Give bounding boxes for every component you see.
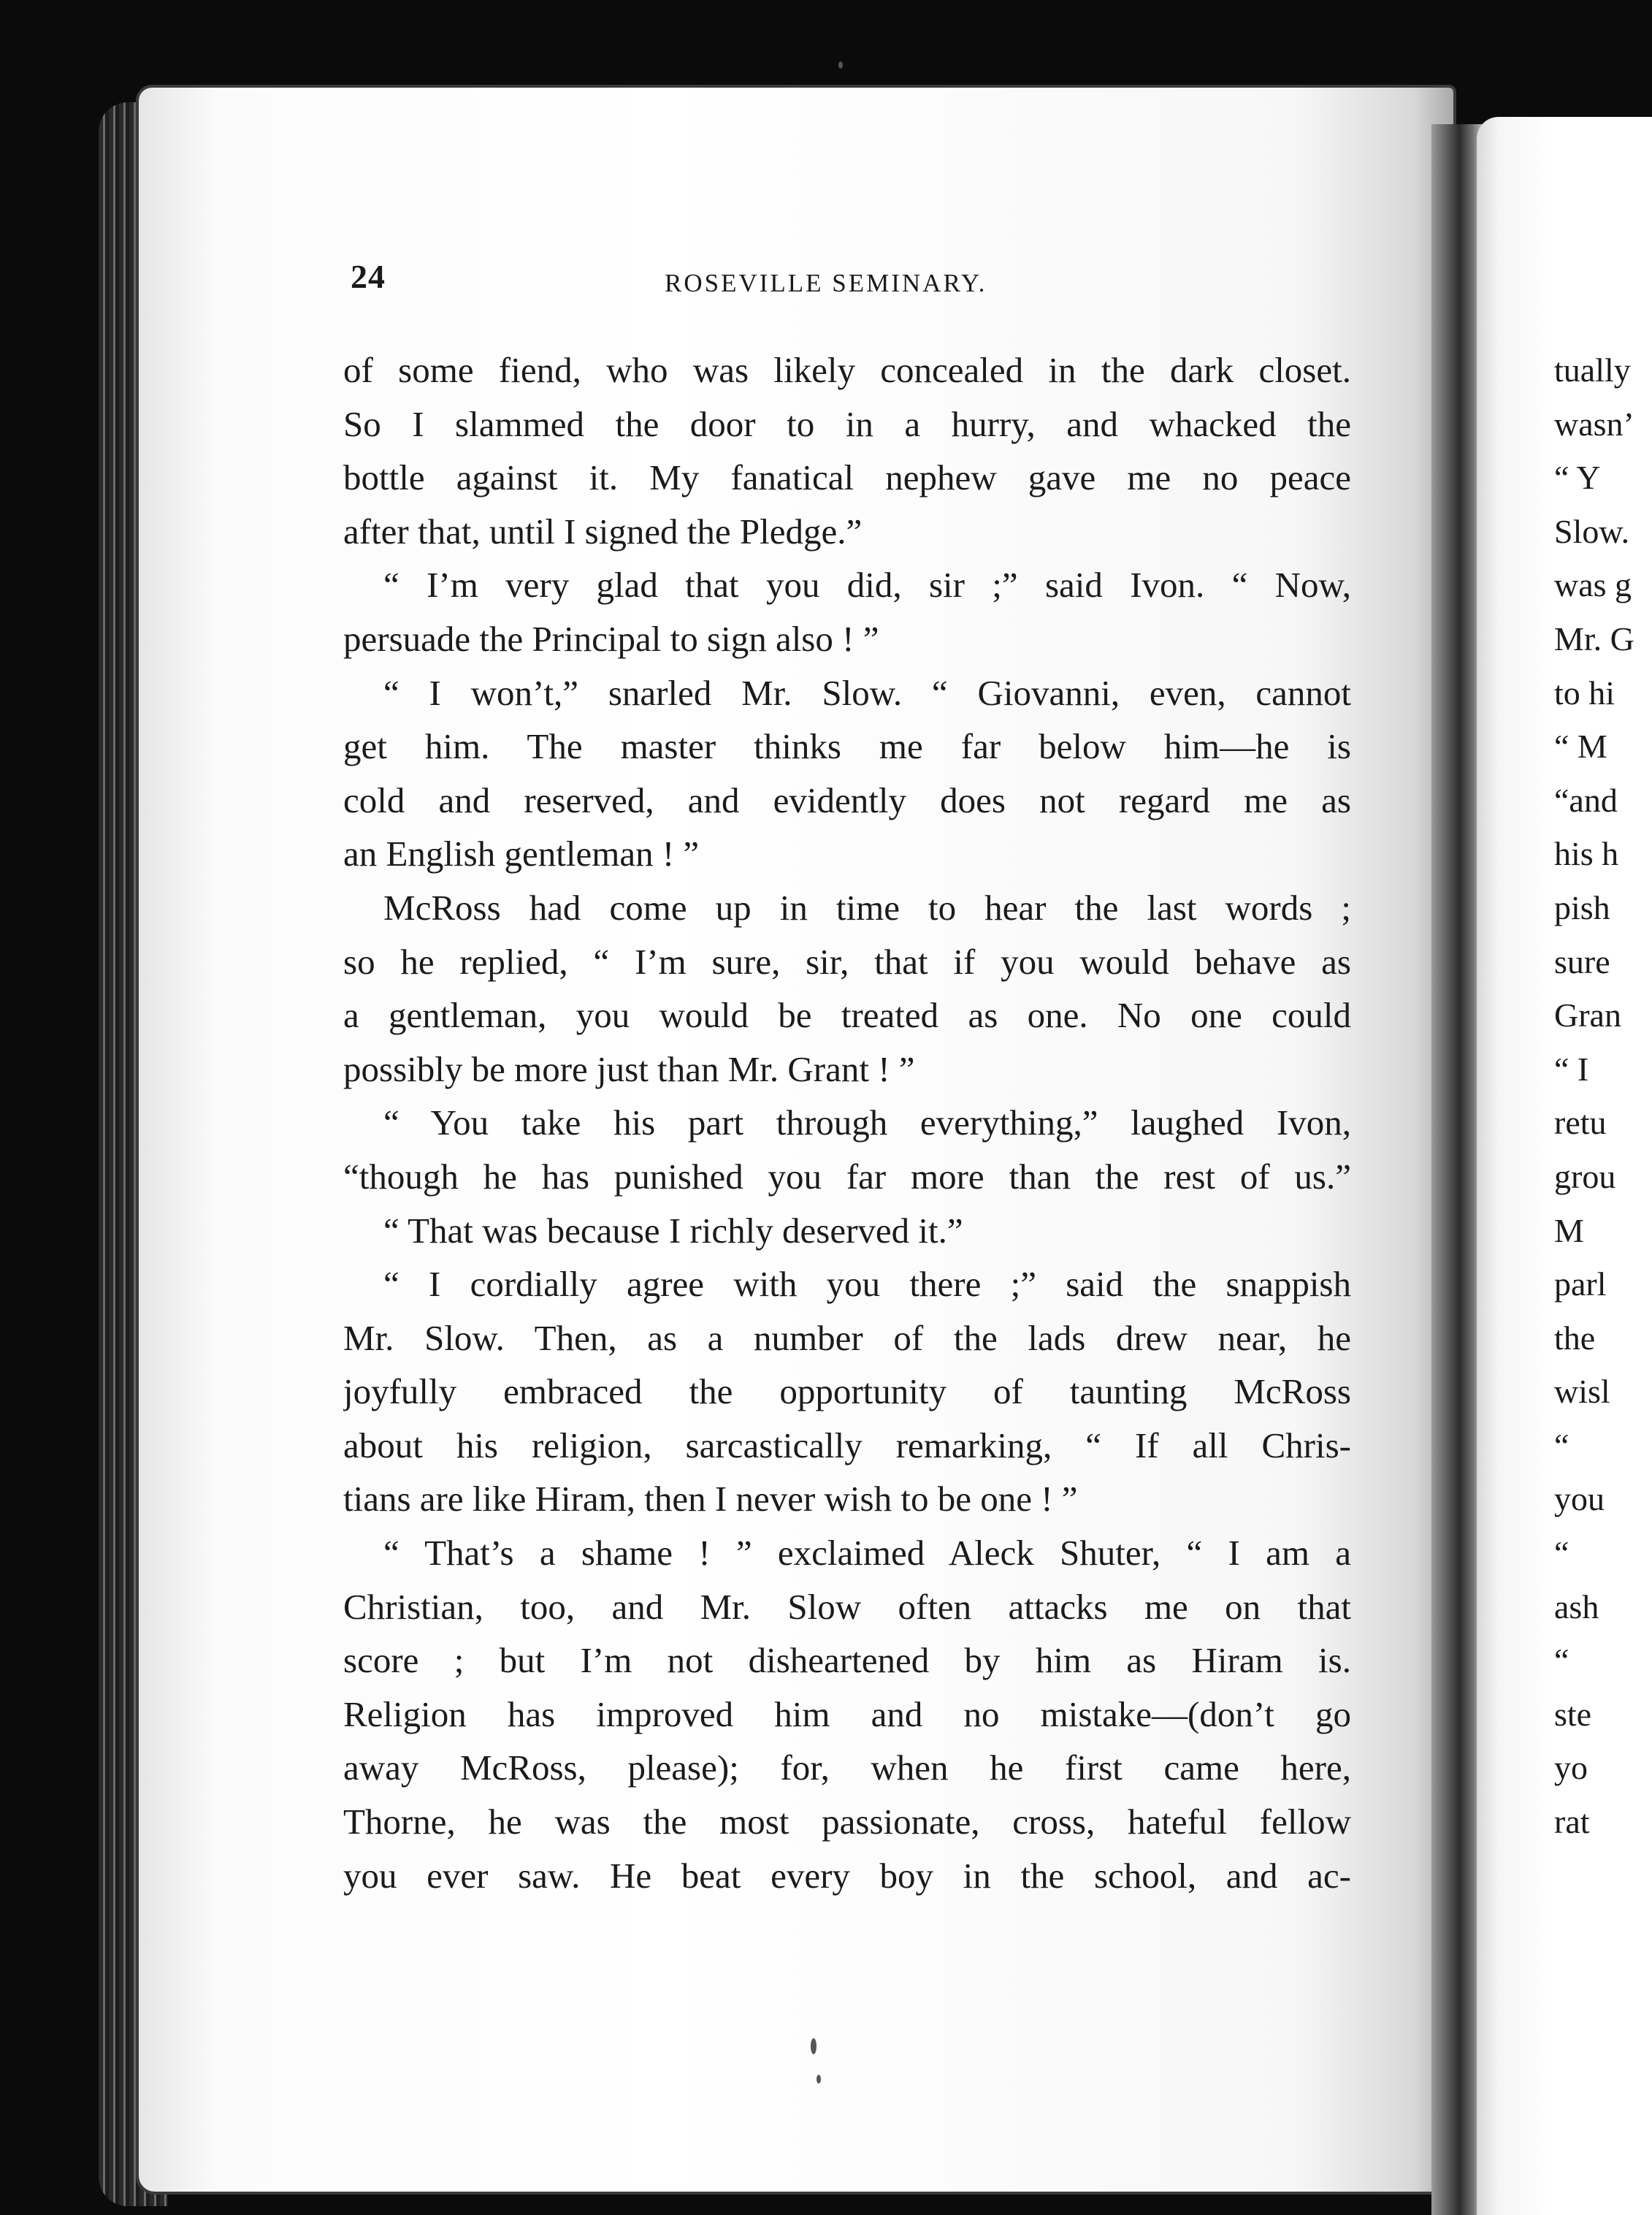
- text-line: Christian, too, and Mr. Slow often attacks me on that: [343, 1586, 1351, 1627]
- text-line: so he replied, “ I’m sure, sir, that if you would behave as: [343, 941, 1351, 982]
- right-page-fragment: ste: [1554, 1695, 1592, 1733]
- text-line: after that, until I signed the Pledge.”: [343, 511, 863, 552]
- right-page-text-fragments: [1554, 343, 1652, 1849]
- text-line: McRoss had come up in time to hear the last words ;: [383, 887, 1351, 928]
- running-head: [351, 257, 1300, 301]
- right-page-fragment: wasn’: [1554, 405, 1634, 443]
- right-page-fragment: M: [1554, 1211, 1584, 1249]
- right-page-fragment: yo: [1554, 1749, 1588, 1787]
- book-gutter: [1431, 124, 1483, 2215]
- page-body-text: [343, 343, 1351, 1902]
- right-page-fragment: Slow.: [1554, 512, 1630, 550]
- right-page-fragment: to hi: [1554, 674, 1615, 712]
- scan-speck: [817, 2075, 821, 2084]
- text-line: persuade the Principal to sign also ! ”: [343, 618, 879, 659]
- right-page-fragment: grou: [1554, 1157, 1616, 1195]
- right-page-fragment: Mr. G: [1554, 619, 1634, 657]
- text-line: you ever saw. He beat every boy in the school, and ac-: [343, 1855, 1351, 1896]
- text-line: score ; but I’m not disheartened by him as Hiram is.: [343, 1640, 1351, 1681]
- text-line: a gentleman, you would be treated as one. No one could: [343, 995, 1351, 1036]
- right-page-fragment: “ M: [1554, 728, 1607, 766]
- text-line: about his religion, sarcastically remarking, “ If all Chris-: [343, 1425, 1351, 1465]
- right-page-fragment: “: [1554, 1426, 1569, 1464]
- text-line: “ That was because I richly deserved it.”: [383, 1210, 963, 1251]
- text-line: “though he has punished you far more than the rest of us.”: [343, 1156, 1351, 1197]
- text-line: “ I won’t,” snarled Mr. Slow. “ Giovanni, even, cannot: [383, 672, 1351, 713]
- text-line: Thorne, he was the most passionate, cross, hateful fellow: [343, 1802, 1351, 1842]
- right-page-fragment: retu: [1554, 1104, 1607, 1142]
- text-line: cold and reserved, and evidently does not regard me as: [343, 779, 1351, 820]
- text-line: possibly be more just than Mr. Grant ! ”: [343, 1048, 915, 1089]
- right-page-fragment: “ I: [1554, 1050, 1589, 1088]
- scan-speck: [811, 2038, 817, 2054]
- right-page-fragment: “: [1554, 1534, 1569, 1572]
- text-line: Religion has improved him and no mistake—(don’t go: [343, 1693, 1351, 1734]
- text-line: get him. The master thinks me far below him—he is: [343, 726, 1351, 767]
- page-number: 24: [351, 258, 386, 295]
- right-page-fragment: his h: [1554, 835, 1619, 873]
- right-page-fragment: pish: [1554, 888, 1610, 926]
- right-page-fragment: the: [1554, 1319, 1596, 1357]
- right-page-fragment: “ Y: [1554, 459, 1601, 497]
- right-page-fragment: was g: [1554, 566, 1632, 604]
- right-page-fragment: “and: [1554, 781, 1618, 819]
- right-page-fragment: you: [1554, 1480, 1605, 1518]
- text-line: So I slammed the door to in a hurry, and whacked the: [343, 403, 1351, 444]
- text-line: “ That’s a shame ! ” exclaimed Aleck Shuter, “ I am a: [383, 1533, 1351, 1574]
- right-page-fragment: wisl: [1554, 1373, 1610, 1411]
- right-page-fragment: “: [1554, 1642, 1569, 1680]
- right-page-fragment: ash: [1554, 1587, 1599, 1625]
- text-line: of some fiend, who was likely concealed in the dark closet.: [343, 350, 1351, 390]
- text-line: an English gentleman ! ”: [343, 834, 700, 874]
- text-line: “ I cordially agree with you there ;” said the snappish: [383, 1264, 1351, 1305]
- text-line: away McRoss, please); for, when he first came here,: [343, 1747, 1351, 1788]
- text-line: “ I’m very glad that you did, sir ;” said Ivon. “ Now,: [383, 565, 1351, 606]
- right-page-fragment: tually: [1554, 351, 1631, 389]
- right-page-fragment: rat: [1554, 1803, 1590, 1841]
- right-page-fragment: Gran: [1554, 996, 1621, 1034]
- right-page-fragment: sure: [1554, 942, 1610, 980]
- text-line: “ You take his part through everything,” laughed Ivon,: [383, 1102, 1351, 1143]
- text-line: Mr. Slow. Then, as a number of the lads drew near, he: [343, 1317, 1351, 1358]
- scan-speck: [838, 61, 843, 69]
- text-line: tians are like Hiram, then I never wish to be one ! ”: [343, 1479, 1078, 1520]
- text-line: joyfully embraced the opportunity of taunting McRoss: [343, 1371, 1351, 1412]
- text-line: bottle against it. My fanatical nephew gave me no peace: [343, 457, 1351, 498]
- right-page-fragment: parl: [1554, 1265, 1607, 1303]
- running-title: ROSEVILLE SEMINARY.: [665, 269, 987, 297]
